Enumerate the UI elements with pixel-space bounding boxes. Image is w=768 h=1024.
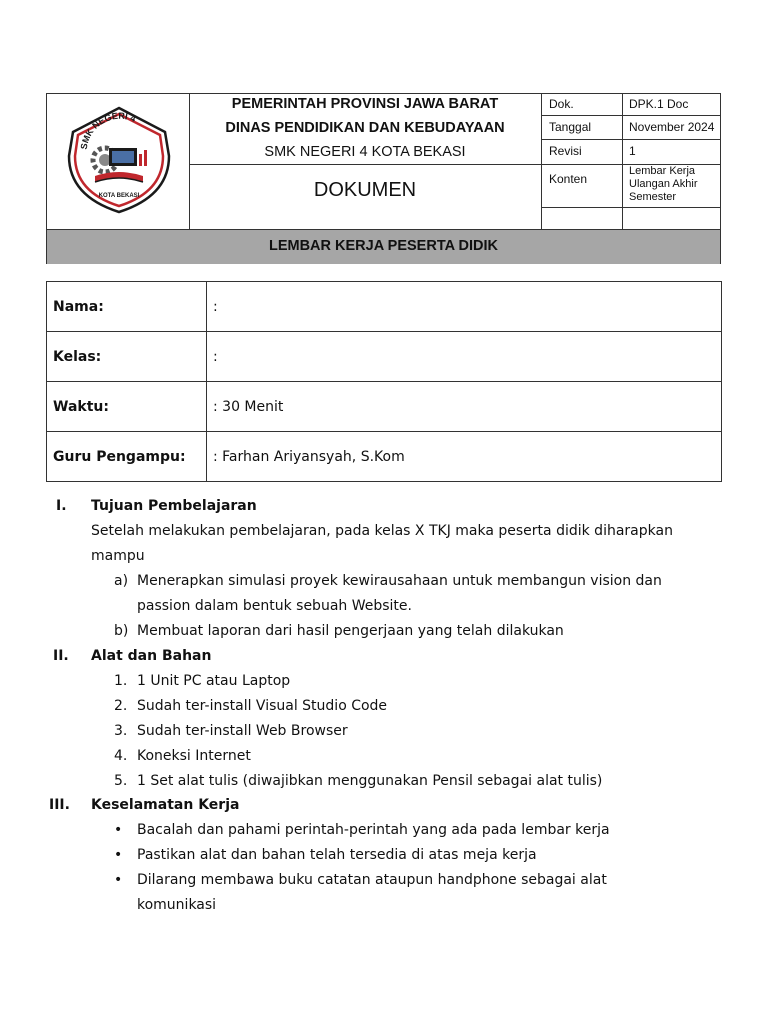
school-logo-icon [65,104,173,216]
government-line: PEMERINTAH PROVINSI JAWA BARAT [231,96,499,112]
list-item: passion dalam bentuk sebuah Website. [137,598,412,614]
section-number: II. [53,648,69,664]
meta-label-tanggal: Tanggal [549,120,592,134]
section-title: Tujuan Pembelajaran [91,498,257,514]
konten-line: Lembar Kerja [629,165,696,177]
list-item: Sudah ter-install Web Browser [137,723,348,739]
list-marker: 3. [114,723,128,739]
meta-label-konten: Konten [549,172,588,186]
list-item: Membuat laporan dari hasil pengerjaan yang telah dilakukan [137,623,564,639]
meta-value-revisi: 1 [629,144,636,158]
title-band [47,229,720,264]
list-item: Menerapkan simulasi proyek kewirausahaan untuk membangun vision dan [137,573,662,589]
bullet-icon: • [114,872,123,888]
list-marker: 1. [114,673,128,689]
meta-label-revisi: Revisi [549,144,582,158]
list-item: komunikasi [137,897,217,913]
list-item: 1 Unit PC atau Laptop [137,673,291,689]
section-number: III. [49,797,70,813]
document-title: DOKUMEN [313,179,417,201]
info-value[interactable]: : [207,282,722,332]
section-title: Keselamatan Kerja [91,797,240,813]
header-divider [541,115,720,116]
list-item: Koneksi Internet [137,748,251,764]
info-label: Waktu: [47,382,207,432]
info-label: Guru Pengampu: [47,432,207,482]
konten-line: Semester [629,191,677,203]
header-divider [189,94,190,229]
konten-line: Ulangan Akhir [629,178,698,190]
info-label: Kelas: [47,332,207,382]
info-label: Nama: [47,282,207,332]
list-item: 1 Set alat tulis (diwajibkan menggunakan Pensil sebagai alat tulis) [137,773,603,789]
list-item: Bacalah dan pahami perintah-perintah yang ada pada lembar kerja [137,822,610,838]
list-marker: 4. [114,748,128,764]
list-item: Sudah ter-install Visual Studio Code [137,698,388,714]
section-intro: mampu [91,548,145,564]
list-marker: 2. [114,698,128,714]
bullet-icon: • [114,822,123,838]
document-header [46,93,721,264]
section-intro: Setelah melakukan pembelajaran, pada kelas X TKJ maka peserta didik diharapkan [91,523,673,539]
table-row [47,332,722,382]
bullet-icon: • [114,847,123,863]
header-divider [541,139,720,140]
student-info-table [46,281,722,482]
header-divider [541,207,720,208]
info-value: : Farhan Ariyansyah, S.Kom [207,432,722,482]
meta-value-konten [629,165,698,204]
info-value[interactable]: : [207,332,722,382]
section-title: Alat dan Bahan [91,648,212,664]
list-item: Pastikan alat dan bahan telah tersedia di atas meja kerja [137,847,537,863]
meta-label-dok: Dok. [549,97,574,111]
list-item: Dilarang membawa buku catatan ataupun handphone sebagai alat [137,872,607,888]
header-divider [189,164,541,165]
band-title: LEMBAR KERJA PESERTA DIDIK [268,238,499,254]
meta-value-tanggal: November 2024 [629,120,715,134]
list-marker: b) [114,623,129,639]
table-row [47,382,722,432]
logo-bottom-text: KOTA BEKASI [98,193,140,199]
school-line: SMK NEGERI 4 KOTA BEKASI [264,144,466,160]
list-marker: 5. [114,773,128,789]
meta-value-dok: DPK.1 Doc [629,97,689,111]
list-marker: a) [114,573,129,589]
table-row [47,282,722,332]
section-number: I. [56,498,67,514]
info-value: : 30 Menit [207,382,722,432]
table-row [47,432,722,482]
svg-text:SMK NEGERI 4: SMK NEGERI 4 [78,110,138,151]
department-line: DINAS PENDIDIKAN DAN KEBUDAYAAN [225,120,505,136]
